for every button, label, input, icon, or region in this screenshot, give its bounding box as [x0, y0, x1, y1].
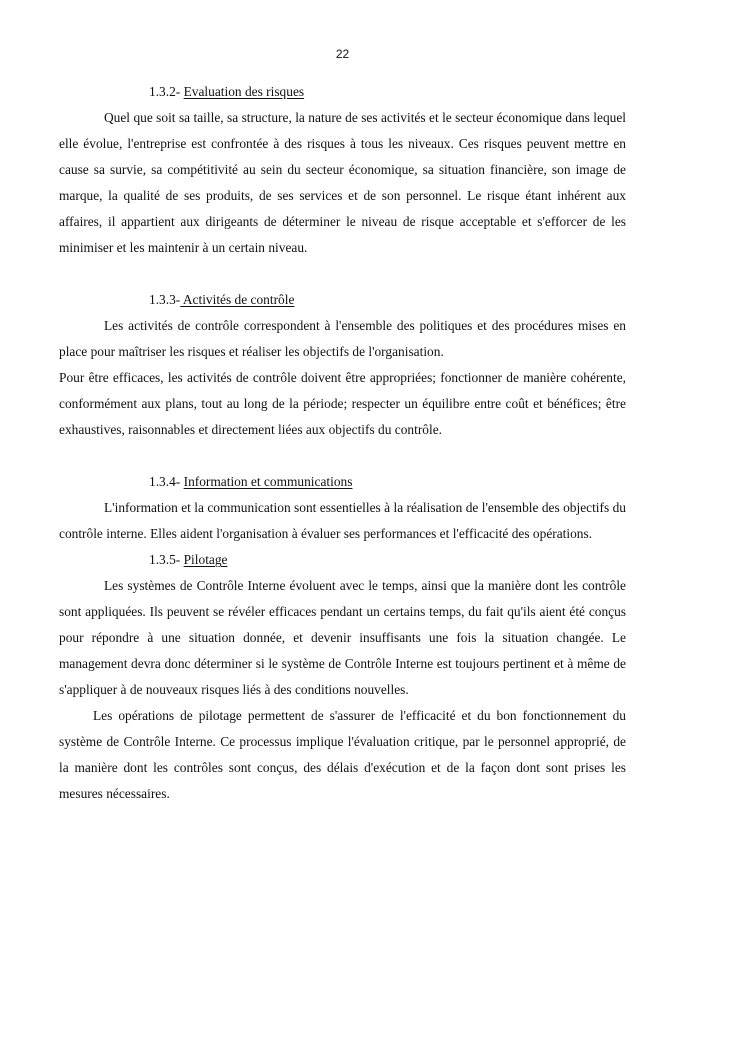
section-number: 1.3.5-	[149, 552, 181, 567]
section-heading-information-communications	[149, 469, 626, 495]
section-heading-pilotage	[149, 547, 626, 573]
paragraph-gap	[59, 261, 626, 287]
paragraph-information-communications: L'information et la communication sont essentielles à la réalisation de l'ensemble des objectifs du contrôle interne. Elles aident l'organisation à évaluer ses performances et l'efficacité des opérations.	[59, 500, 626, 541]
section-title: Activités de contrôle	[180, 292, 295, 307]
section-number: 1.3.2-	[149, 84, 181, 99]
section-title: Evaluation des risques	[183, 84, 305, 99]
paragraph-pilotage-1: Les systèmes de Contrôle Interne évoluent avec le temps, ainsi que la manière dont les contrôle sont appliquées. Ils peuvent se révéler efficaces pendant un certains temps, du fait qu'ils aient été conçus pour répondre à une situation donnée, et devenir insuffisants une fois la situation changée. Le management devra donc déterminer si le système de Contrôle Interne est toujours pertinent et à même de s'appliquer à de nouveaux risques liés à des conditions nouvelles.	[59, 578, 626, 697]
paragraph-gap	[59, 443, 626, 469]
page-content	[59, 79, 626, 807]
paragraph-evaluation-risques: Quel que soit sa taille, sa structure, la nature de ses activités et le secteur économique dans lequel elle évolue, l'entreprise est confrontée à des risques à tous les niveaux. Ces risques peuvent mettre en cause sa survie, sa compétitivité au sein du secteur économique, sa situation financière, son image de marque, la qualité de ses produits, de ses services et de son personnel. Le risque étant inhérent aux affaires, il appartient aux dirigeants de déterminer le niveau de risque acceptable et s'efforcer de les minimiser et les maintenir à un certain niveau.	[59, 110, 626, 255]
paragraph-activites-controle-2: Pour être efficaces, les activités de contrôle doivent être appropriées; fonctionner de manière cohérente, conformément aux plans, tout au long de la période; respecter un équilibre entre coût et bénéfices; être exhaustives, raisonnables et directement liées aux objectifs du contrôle.	[59, 370, 626, 437]
section-number: 1.3.3-	[149, 292, 181, 307]
page-number: 22	[335, 47, 350, 61]
section-title: Information et communications	[183, 474, 353, 489]
section-heading-evaluation-risques	[149, 79, 626, 105]
section-heading-activites-controle	[149, 287, 626, 313]
paragraph-activites-controle-1: Les activités de contrôle correspondent à l'ensemble des politiques et des procédures mises en place pour maîtriser les risques et réaliser les objectifs de l'organisation.	[59, 318, 626, 359]
section-number: 1.3.4-	[149, 474, 181, 489]
section-title: Pilotage	[183, 552, 228, 567]
paragraph-pilotage-2: Les opérations de pilotage permettent de s'assurer de l'efficacité et du bon fonctionnement du système de Contrôle Interne. Ce processus implique l'évaluation critique, par le personnel approprié, de la manière dont les contrôles sont conçus, des délais d'exécution et de la façon dont sont prises les mesures nécessaires.	[59, 708, 626, 801]
